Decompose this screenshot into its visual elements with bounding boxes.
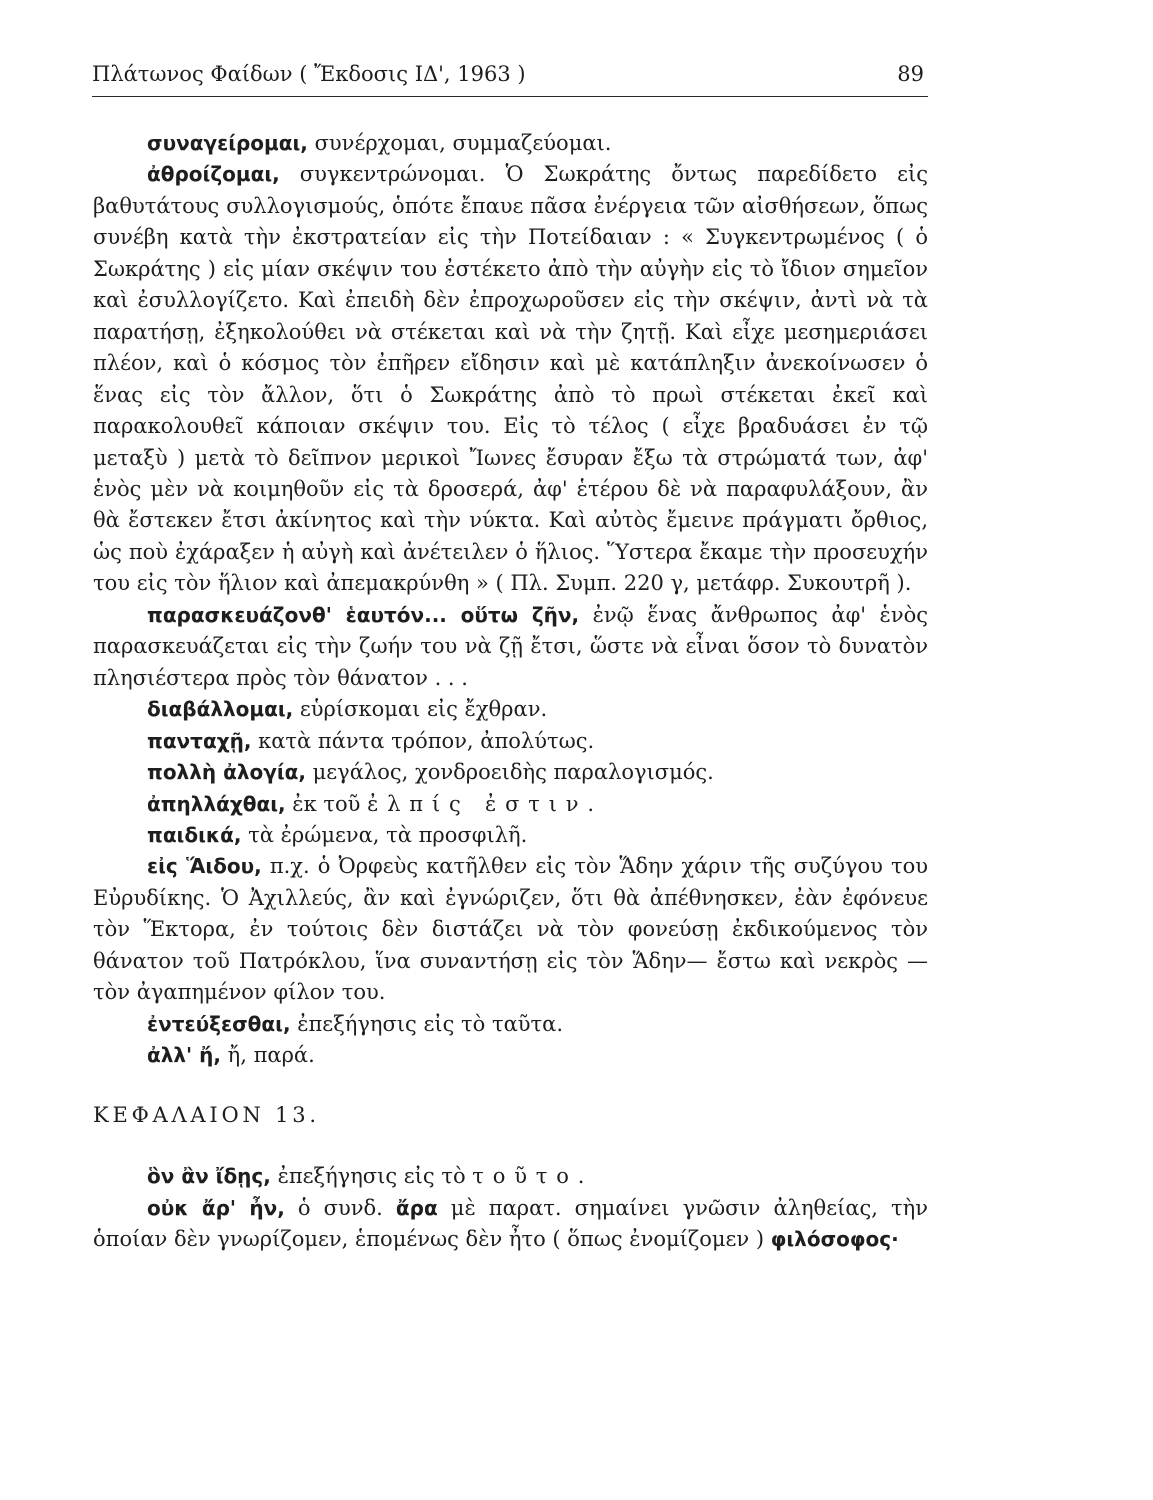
entry-headword: οὐκ ἄρ' ἦν,: [147, 1195, 285, 1220]
entry-headword: ἀπηλλάχθαι,: [147, 791, 286, 816]
entry-text: τὰ ἐρώμενα, τὰ προσφιλῆ.: [241, 822, 528, 847]
entry-text: μὲ παρατ. σημαίνει γνῶσιν ἀληθείας, τὴν ὁποίαν δὲν γνωρίζομεν, ἑπομένως δὲν ἦτο ( ὅπως ἐνομίζομεν ): [93, 1195, 928, 1251]
glossary-entry: [93, 128, 928, 159]
entry-text: συνέρχομαι, συμμαζεύομαι.: [307, 131, 612, 155]
glossary-entry: [93, 694, 928, 725]
glossary-entry: [93, 1193, 928, 1256]
entry-spaced-text: ἐλπίς ἐστιν: [367, 791, 588, 816]
entry-inline-headword: φιλόσοφος·: [770, 1226, 899, 1251]
entry-text-end: .: [587, 791, 595, 816]
entry-text: ἐπεξήγησις εἰς τὸ: [270, 1164, 473, 1189]
glossary-entry: [93, 1009, 928, 1040]
entry-headword: πολλὴ ἀλογία,: [147, 760, 306, 785]
entry-headword: ἀλλ' ἤ,: [147, 1043, 221, 1068]
glossary-entry: [93, 600, 928, 694]
entry-headword: ὃν ἂν ἴδῃς,: [147, 1164, 271, 1189]
glossary-entry: [93, 757, 928, 788]
entry-text-end: .: [577, 1164, 585, 1189]
entry-text: ἤ, παρά.: [220, 1043, 315, 1068]
glossary-entry: [93, 159, 928, 599]
glossary-entry: [93, 820, 928, 851]
entry-text: συγκεντρώνομαι. Ὁ Σωκράτης ὄντως παρεδίδετο εἰς βαθυτάτους συλλογισμούς, ὁπότε ἔπαυε πᾶσα ἐνέργεια τῶν αἰσθήσεων, ὅπως συνέβη κατὰ τὴν ἐκστρατείαν εἰς τὴν Ποτείδαιαν : « Συγκεντρωμένος ( ὁ Σωκράτης ) εἰς μίαν σκέψιν του ἐστέκετο ἀπὸ τὴν αὐγὴν εἰς τὸ ἴδιον σημεῖον καὶ ἐσυλλογίζετο. Καὶ ἐπειδὴ δὲν ἐπροχωροῦσεν εἰς τὴν σκέψιν, ἀντὶ νὰ τὰ παρατήσῃ, ἐξηκολούθει νὰ στέκεται καὶ νὰ τὴν ζητῇ. Καὶ εἶχε μεσημεριάσει πλέον, καὶ ὁ κόσμος τὸν ἐπῆρεν εἴδησιν καὶ μὲ κατάπληξιν ἀνεκοίνωσεν ὁ ἕνας εἰς τὸν ἄλλον, ὅτι ὁ Σωκράτης ἀπὸ τὸ πρωὶ στέκεται ἐκεῖ καὶ παρακολουθεῖ κάποιαν σκέψιν του. Εἰς τὸ τέλος ( εἶχε βραδυάσει ἐν τῷ μεταξὺ ) μετὰ τὸ δεῖπνον μερικοὶ Ἴωνες ἔσυραν ἔξω τὰ στρώματά των, ἀφ' ἑνὸς μὲν νὰ κοιμηθοῦν εἰς τὰ δροσερά, ἀφ' ἑτέρου δὲ νὰ παραφυλάξουν, ἂν θὰ ἔστεκεν ἔτσι ἀκίνητος καὶ τὴν νύκτα. Καὶ αὐτὸς ἔμεινε πράγματι ὄρθιος, ὡς ποὺ ἐχάραξεν ἡ αὐγὴ καὶ ἀνέτειλεν ὁ ἥλιος. Ὕστερα ἔκαμε τὴν προσευχήν του εἰς τὸν ἥλιον καὶ ἀπεμακρύνθη » ( Πλ. Συμπ. 220 γ, μετάφρ. Συκουτρῆ ).: [93, 162, 928, 596]
entry-headword: συναγείρομαι,: [147, 131, 308, 155]
running-head: [92, 60, 928, 97]
entry-text: ὁ συνδ.: [284, 1195, 396, 1220]
entry-headword: ἐντεύξεσθαι,: [147, 1011, 291, 1036]
entry-text: ἐπεξήγησις εἰς τὸ ταῦτα.: [290, 1011, 563, 1036]
glossary-entry: [93, 1040, 928, 1071]
running-head-title: Πλάτωνος Φαίδων ( Ἔκδοσις ΙΔ', 1963 ): [92, 62, 526, 86]
entry-text: ἐνῷ ἕνας ἄνθρωπος ἀφ' ἑνὸς παρασκευάζεται εἰς τὴν ζωήν του νὰ ζῇ ἔτσι, ὥστε νὰ εἶναι ὅσον τὸ δυνατὸν πλησιέστερα πρὸς τὸν θάνατον . . .: [93, 602, 928, 690]
entry-headword: ἀθροίζομαι,: [147, 162, 280, 187]
entry-spaced-text: τοῦτο: [472, 1164, 578, 1189]
entry-headword: διαβάλλομαι,: [147, 697, 294, 722]
glossary-entry: [93, 726, 928, 757]
glossary-entry: [93, 1161, 928, 1192]
entry-inline-headword: ἄρα: [395, 1195, 438, 1220]
entry-headword: παρασκευάζονθ' ἑαυτόν... οὕτω ζῆν,: [147, 602, 580, 627]
chapter-heading: ΚΕΦΑΛΑΙΟΝ 13.: [93, 1102, 320, 1127]
glossary-body: [93, 128, 928, 1255]
entry-text: μεγάλος, χονδροειδὴς παραλογισμός.: [305, 760, 714, 785]
entry-headword: εἰς Ἅιδου,: [147, 854, 262, 879]
entry-text: κατὰ πάντα τρόπον, ἀπολύτως.: [251, 728, 595, 753]
glossary-entry: [93, 851, 928, 1008]
entry-headword: πανταχῇ,: [147, 728, 252, 753]
page-number: 89: [897, 62, 924, 86]
entry-text: ἐκ τοῦ: [285, 791, 368, 816]
glossary-entry: [93, 789, 928, 820]
entry-text: π.χ. ὁ Ὀρφεὺς κατῆλθεν εἰς τὸν Ἅδην χάριν τῆς συζύγου του Εὐρυδίκης. Ὁ Ἀχιλλεύς, ἂν καὶ ἐγνώριζεν, ὅτι θὰ ἀπέθνησκεν, ἐὰν ἐφόνευε τὸν Ἕκτορα, ἐν τούτοις δὲν διστάζει νὰ τὸν φονεύσῃ ἐκδικούμενος τὸν θάνατον τοῦ Πατρόκλου, ἵνα συναντήσῃ εἰς τὸν Ἅδην— ἔστω καὶ νεκρὸς — τὸν ἀγαπημένον φίλον του.: [93, 854, 928, 1005]
entry-headword: παιδικά,: [147, 822, 242, 847]
entry-text: εὑρίσκομαι εἰς ἔχθραν.: [293, 697, 548, 722]
